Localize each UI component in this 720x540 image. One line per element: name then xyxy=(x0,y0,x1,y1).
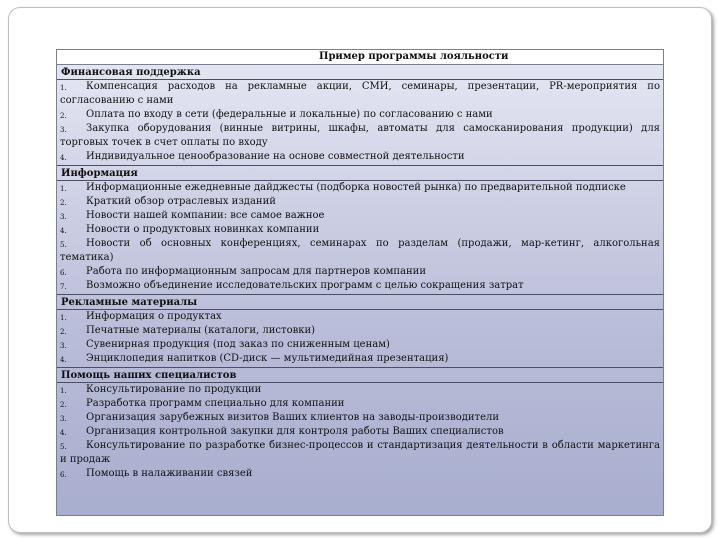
item-number: 6. xyxy=(60,471,67,479)
item-text: Оплата по входу в сети (федеральные и локальные) по согласованию с нами xyxy=(86,109,493,120)
slide-frame xyxy=(8,7,712,533)
item-number: 2. xyxy=(60,112,67,120)
item-number: 2. xyxy=(60,199,67,207)
item-number: 3. xyxy=(60,126,67,134)
list-item xyxy=(60,425,660,439)
item-number: 1. xyxy=(60,185,67,193)
list-item xyxy=(60,209,660,223)
section xyxy=(57,166,663,295)
section-title: Финансовая поддержка xyxy=(57,66,663,80)
section-title: Информация xyxy=(57,167,663,181)
list-item xyxy=(60,80,660,108)
list-item xyxy=(60,223,660,237)
item-text: Разработка программ специально для компании xyxy=(86,398,345,409)
list-item xyxy=(60,150,660,164)
item-text: Компенсация расходов на рекламные акции, СМИ, семинары, презентации, PR-мероприятия по согласованию с нами xyxy=(60,81,660,106)
item-number: 4. xyxy=(60,429,67,437)
list-item xyxy=(60,352,660,366)
item-number: 1. xyxy=(60,314,67,322)
item-number: 3. xyxy=(60,415,67,423)
item-text: Возможно объединение исследовательских программ с целью сокращения затрат xyxy=(86,280,524,291)
item-number: 3. xyxy=(60,342,67,350)
item-number: 4. xyxy=(60,227,67,235)
list-item xyxy=(60,181,660,195)
item-number: 7. xyxy=(60,283,67,291)
list-item xyxy=(60,195,660,209)
item-text: Закупка оборудования (винные витрины, шкафы, автоматы для самосканирования продукции) для торговых точек в счет оплаты по входу xyxy=(60,123,660,148)
section xyxy=(57,65,663,166)
item-number: 3. xyxy=(60,213,67,221)
item-text: Организация контрольной закупки для контроля работы Ваших специалистов xyxy=(86,426,504,437)
loyalty-program-table xyxy=(56,49,664,516)
item-text: Краткий обзор отраслевых изданий xyxy=(86,196,276,207)
item-text: Консультирование по продукции xyxy=(86,384,262,395)
item-text: Помощь в налаживании связей xyxy=(86,468,253,479)
list-item xyxy=(60,237,660,265)
sections-container xyxy=(57,65,663,482)
item-text: Новости об основных конференциях, семинарах по разделам (продажи, мар-кетинг, алкогольная тематика) xyxy=(60,238,660,263)
list-item xyxy=(60,279,660,293)
list-item xyxy=(60,411,660,425)
item-number: 4. xyxy=(60,154,67,162)
section xyxy=(57,295,663,368)
list-item xyxy=(60,324,660,338)
item-number: 2. xyxy=(60,328,67,336)
section xyxy=(57,368,663,482)
item-text: Работа по информационным запросам для партнеров компании xyxy=(86,266,427,277)
item-number: 5. xyxy=(60,241,67,249)
item-number: 1. xyxy=(60,387,67,395)
list-item xyxy=(60,439,660,467)
item-text: Энциклопедия напитков (CD-диск — мультимедийная презентация) xyxy=(86,353,449,364)
item-text: Новости нашей компании: все самое важное xyxy=(86,210,325,221)
list-item xyxy=(60,310,660,324)
item-text: Информационные ежедневные дайджесты (подборка новостей рынка) по предварительной подписке xyxy=(86,182,626,193)
item-text: Печатные материалы (каталоги, листовки) xyxy=(86,325,316,336)
item-number: 1. xyxy=(60,84,67,92)
table-title: Пример программы лояльности xyxy=(57,50,663,65)
item-text: Организация зарубежных визитов Ваших клиентов на заводы-производители xyxy=(86,412,500,423)
section-title: Помощь наших специалистов xyxy=(57,369,663,383)
item-number: 6. xyxy=(60,269,67,277)
item-text: Информация о продуктах xyxy=(86,311,222,322)
item-number: 4. xyxy=(60,356,67,364)
list-item xyxy=(60,108,660,122)
item-number: 2. xyxy=(60,401,67,409)
list-item xyxy=(60,338,660,352)
list-item xyxy=(60,397,660,411)
list-item xyxy=(60,122,660,150)
section-title: Рекламные материалы xyxy=(57,296,663,310)
list-item xyxy=(60,467,660,481)
list-item xyxy=(60,265,660,279)
item-text: Консультирование по разработке бизнес-процессов и стандартизация деятельности в области маркетинга и продаж xyxy=(60,440,660,465)
item-text: Новости о продуктовых новинках компании xyxy=(86,224,320,235)
item-text: Сувенирная продукция (под заказ по сниженным ценам) xyxy=(86,339,390,350)
item-text: Индивидуальное ценообразование на основе совместной деятельности xyxy=(86,151,465,162)
list-item xyxy=(60,383,660,397)
item-number: 5. xyxy=(60,443,67,451)
